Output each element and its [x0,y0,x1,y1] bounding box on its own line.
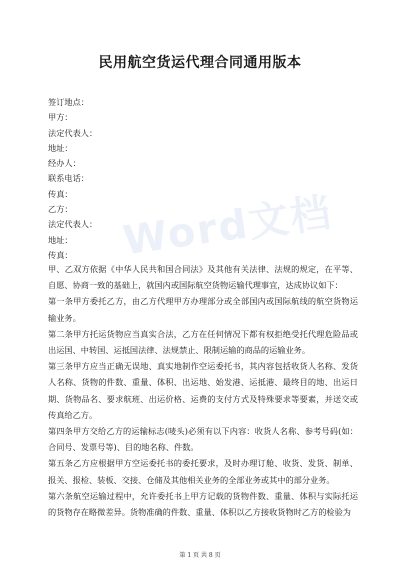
field-party-a-address: 地址： [48,142,73,153]
page-title: 民用航空货运代理合同通用版本 [98,55,302,71]
field-party-a: 甲方： [48,112,73,123]
contract-body [48,261,358,520]
contract-fields [48,95,358,263]
field-party-a-representative: 法定代表人： [48,127,98,138]
field-party-b-representative: 法定代表人： [48,219,98,230]
paragraph-article-5: 第五条乙方应根据甲方空运委托书的委托要求，及时办理订舱、收货、发货、制单、报关、报检、装板、交接、仓储及其他相关业务的全部业务或其中的部分业务。 [48,458,358,485]
paragraph-article-2: 第二条甲方托运货物应当真实合法，乙方在任何情况下都有权拒绝受托代理危险品或出运国、中转国、运抵国法律、法规禁止、限制运输的商品的运输业务。 [48,328,358,356]
field-party-a-phone: 联系电话： [48,173,89,184]
field-party-b-address: 地址： [48,234,73,245]
paragraph-article-3: 第三条甲方应当正确无误地、真实地制作空运委托书，其内容包括收货人名称、发货人名称、货物的件数、重量、体积、出运地、始发港、运抵港、最终目的地、出运日期、货物品名、要求航班、出运价格、运费的支付方式及特殊要求等要素，并送交或传真给乙方。 [48,361,358,420]
field-party-a-handler: 经办人： [48,158,81,169]
watermark: Word文档 [120,189,336,265]
field-party-a-fax: 传真： [48,188,73,199]
page-footer: 第 1 页 共 8 页 [179,552,221,559]
field-party-b: 乙方： [48,204,73,215]
field-party-b-fax: 传真： [48,249,73,260]
paragraph-intro: 甲、乙双方依据《中华人民共和国合同法》及其他有关法律、法规的规定，在平等、自愿、协商一致的基础上，就国内或国际航空货物运输代理事宜，达成协议如下： [48,264,358,291]
paragraph-article-6: 第六条航空运输过程中，允许委托书上甲方记载的货物件数、重量、体积与实际托运的货物存在略微差异。货物准确的件数、重量、体积以乙方接收货物时乙方的检验为 [48,490,358,518]
field-signing-place: 签订地点： [48,97,89,107]
paragraph-article-1: 第一条甲方委托乙方，由乙方代理甲方办理部分或全部国内或国际航线的航空货物运输业务。 [48,296,358,323]
paragraph-article-4: 第四条甲方交给乙方的运输标志(唛头)必须有以下内容：收货人名称、参考号码(如：合同号、发票号等)、目的地名称、件数。 [48,426,358,453]
